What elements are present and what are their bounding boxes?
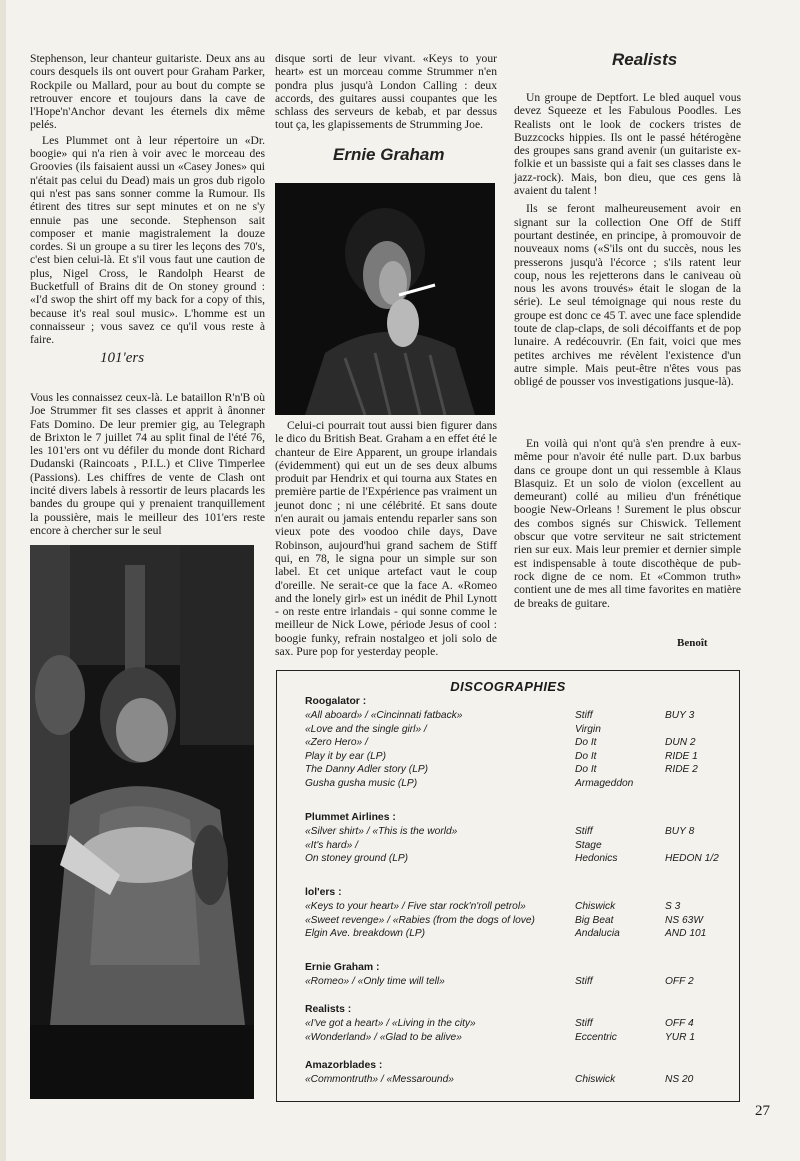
release-title: «Keys to your heart» / Five star rock'n'roll petrol» [305, 901, 526, 912]
release-title: «Wonderland» / «Glad to be alive» [305, 1031, 462, 1043]
release-title: «Romeo» / «Only time will tell» [305, 976, 445, 987]
paragraph: disque sorti de leur vivant. «Keys to your heart» est un morceau comme Strummer n'en pondra plus jusqu'à London Calling : deux accords, des guitares aussi coupantes que les schlass des serveurs de kebab, et par dessus tout ça, les glapissements de Strumming Joe. [275, 52, 497, 132]
catalog-number: NS 63W [665, 914, 703, 926]
discography-group-name: lol'ers : [305, 887, 342, 898]
page-binding-edge [0, 0, 6, 1161]
discography-row [305, 763, 725, 777]
discography-row [305, 1017, 725, 1031]
discography-row [305, 900, 725, 914]
release-label: Eccentric [575, 1031, 617, 1043]
discography-row [305, 750, 725, 764]
discography-group [305, 961, 725, 989]
discography-box [276, 670, 740, 1102]
discography-title: DISCOGRAPHIES [450, 679, 566, 694]
catalog-number: RIDE 2 [665, 764, 698, 775]
catalog-number: BUY 8 [665, 826, 695, 837]
release-label: Andalucia [575, 928, 620, 939]
release-label: Do It [575, 764, 597, 775]
paragraph: Vous les connaissez ceux-là. Le bataillon R'n'B où Joe Strummer fit ses classes et apprit à ânonner Fats Domino. De leur premier gig, au Telegraph de Brixton le 7 juillet 74 au split final de l'été 76, les 101'ers ont vu défiler du monde dont Richard Dudanski (Raincoats , P.I.L.) et Clive Timperlee (Passions). Les chiffres de vente de Clash ont incité divers labels à ressortir de leurs placards les bandes du groupe qui y prenaient tranquillement la poussière, mais le meilleur des 101'ers reste encore à chercher sur le seul [30, 391, 265, 537]
discography-row [305, 852, 725, 866]
author-signature: Benoît [677, 637, 708, 649]
discography-group [305, 1059, 725, 1087]
release-title: The Danny Adler story (LP) [305, 764, 429, 775]
release-title: «Love and the single girl» / [305, 723, 427, 735]
discography-group [305, 886, 725, 941]
release-label: Armageddon [575, 777, 634, 789]
paragraph: Stephenson, leur chanteur guitariste. Deux ans au cours desquels ils ont ouvert pour Graham Parker, Rockpile ou Mallard, pour au bout du compte se retrouver encore et toujours dans la cave de l'Hope'n'Anchor devant les éternels dix même pelés. [30, 52, 265, 132]
discography-row [305, 825, 725, 839]
release-title: «Sweet revenge» / «Rabies (from the dogs of love) [305, 914, 535, 926]
page-number: 27 [755, 1103, 770, 1119]
catalog-number: RIDE 1 [665, 750, 698, 762]
release-label: Stiff [575, 826, 593, 837]
release-title: «Commontruth» / «Messaround» [305, 1074, 454, 1085]
release-title: «Silver shirt» / «This is the world» [305, 826, 458, 837]
catalog-number: S 3 [665, 901, 681, 912]
discography-group [305, 695, 725, 790]
release-label: Stiff [575, 1018, 593, 1029]
release-label: Hedonics [575, 853, 618, 864]
discography-row [305, 709, 725, 723]
discography-group-name: Roogalator : [305, 696, 367, 707]
paragraph: En voilà qui n'ont qu'à s'en prendre à eux-même pour n'avoir été nulle part. D.ux barbus dans ce groupe dont un qui ressemble à Klaus Blasquiz. Et un solo de violon (excellent au demeurant) collé au milieu d'un frénétique boogie New-Orleans ! Surement le plus obscur des combos signés sur Chiswick. Tellement obscur que votre serviteur ne sait strictement rien sur eux. Mais leur premier et dernier simple est indispensable à toute discothèque de pub-rock digne de ce nom. Et «Common truth» contient une de mes all time favorites en matière de breaks de guitare. [514, 437, 741, 610]
release-title: «All aboard» / «Cincinnati fatback» [305, 710, 463, 721]
catalog-number: YUR 1 [665, 1031, 696, 1043]
discography-row [305, 927, 725, 941]
release-label: Do It [575, 750, 597, 762]
discography-row [305, 736, 725, 750]
discography-row [305, 975, 725, 989]
discography-row [305, 723, 725, 737]
catalog-number: DUN 2 [665, 737, 696, 748]
column-3-text-bottom [514, 437, 741, 610]
discography-row [305, 1031, 725, 1045]
release-label: Do It [575, 737, 597, 748]
discography-group-name: Realists : [305, 1004, 352, 1015]
catalog-number: NS 20 [665, 1074, 694, 1085]
discography-group-name: Ernie Graham : [305, 962, 380, 973]
catalog-number: OFF 2 [665, 976, 694, 987]
photo-ernie-graham [275, 183, 495, 415]
release-title: «It's hard» / [305, 839, 358, 851]
photo-joe-strummer [30, 545, 254, 1099]
release-title: «I've got a heart» / «Living in the city» [305, 1018, 476, 1029]
discography-group [305, 811, 725, 866]
column-1-text [30, 52, 265, 347]
paragraph: Un groupe de Deptfort. Le bled auquel vous devez Squeeze et les Fabulous Poodles. Les Realists ont le look de cockers tristes de Buzzcocks hippies. Ils ont le passé hétérogène des groupes sans grand avenir (un guitariste ex-folkie et un bassiste qui a fait ses classes dans le jazz-rock). Mais, bon dieu, que ces gens là avaient du talent ! [514, 91, 741, 198]
discography-row [305, 1073, 725, 1087]
discography-group-name: Amazorblades : [305, 1060, 383, 1071]
paragraph: Ils se feront malheureusement avoir en signant sur la collection One Off de Stiff pourtant destinée, en principe, à promouvoir de nouveaux noms («S'ils ont du succès, nous les presserons jusqu'à l'écorce ; s'ils ratent leur coup, nous les rejetterons dans le caniveau où nous les avons trouvés» était le slogan de la série). Le seul témoignage qui nous reste du groupe est donc ce 45 T. avec une face splendide toute de clap-claps, de soli décoiffants et de pop lunaire. A redécouvrir. (En fait, voici que mes petites archives me révèlent l'existence d'un autre simple. Mais peut-être n'êtes vous pas obligé de pousser vos investigations jusque-là). [514, 202, 741, 389]
release-label: Chiswick [575, 901, 616, 912]
release-label: Chiswick [575, 1074, 616, 1085]
catalog-number: AND 101 [665, 928, 707, 939]
discography-group [305, 1003, 725, 1044]
discography-group-name: Plummet Airlines : [305, 812, 396, 823]
release-label: Stiff [575, 710, 593, 721]
release-title: Elgin Ave. breakdown (LP) [305, 928, 426, 939]
release-title: On stoney ground (LP) [305, 853, 409, 864]
release-label: Virgin [575, 723, 601, 735]
release-label: Stage [575, 839, 602, 851]
column-2-text [275, 52, 497, 132]
catalog-number: OFF 4 [665, 1018, 694, 1029]
column-1-101ers-text [30, 391, 265, 537]
section-heading-realists: Realists [612, 50, 678, 69]
section-heading-ernie-graham: Ernie Graham [333, 145, 445, 164]
discography-row [305, 914, 725, 928]
release-title: Play it by ear (LP) [305, 750, 386, 762]
catalog-number: BUY 3 [665, 710, 695, 721]
release-label: Stiff [575, 976, 593, 987]
discography-row [305, 839, 725, 853]
paragraph: Les Plummet ont à leur répertoire un «Dr. boogie» qui n'a rien à voir avec le morceau des Groovies (ils faisaient aussi un «Casey Jones» qui n'était pas celui du Dead) mais un gros dub rigolo qui n'est pas sans sonner comme la Rumour. Ils étirent des titres sur sept minutes et on ne s'y ennuie pas une seconde. Stephenson sait composer et manie magistralement la douze cordes. Si un groupe a su tirer les leçons des 70's, c'est bien celui-là. Et s'il vous faut une caution de plus, Nigel Cross, le Randolph Hearst de Bucketfull of Brains dit de On stoney ground : «I'd swop the shirt off my back for a copy of this, because it's real soul music». L'homme est un connaisseur ; vous savez ce qu'il vous reste à faire. [30, 133, 265, 347]
section-heading-101ers: 101'ers [100, 350, 145, 366]
release-label: Big Beat [575, 914, 614, 926]
ernie-graham-text: Celui-ci pourrait tout aussi bien figurer dans le dico du British Beat. Graham a en effet été le chanteur de Eire Apparent, un groupe irlandais (évidemment) qui eut un de ses deux albums produit par Hendrix et qui tourna aux States en première partie de l'Expérience pas vraiment un jeunot donc ; ni une célébrité. Et sans doute n'en aurait ou jamais entendu reparler sans son vieux pote des voodoo chile days, Dave Robinson, aujourd'hui grand sachem de Stiff qui, en 78, le signa pour un simple sur son label. Et cet unique artefact vaut le coup d'oreille. Ne serait-ce que la face A. «Romeo and the lonely girl» est un inédit de Phil Lynott - on reste entre irlandais - qui sonne comme le meilleur de Nick Lowe, période Jesus of cool : boogie funky, refrain nostalgeo et joli solo de sax. Pure pop for yesterday people. [275, 419, 497, 659]
release-title: «Zero Hero» / [305, 737, 368, 748]
catalog-number: HEDON 1/2 [665, 853, 719, 864]
discography-row [305, 777, 725, 791]
column-3-text [514, 91, 741, 389]
release-title: Gusha gusha music (LP) [305, 777, 418, 789]
